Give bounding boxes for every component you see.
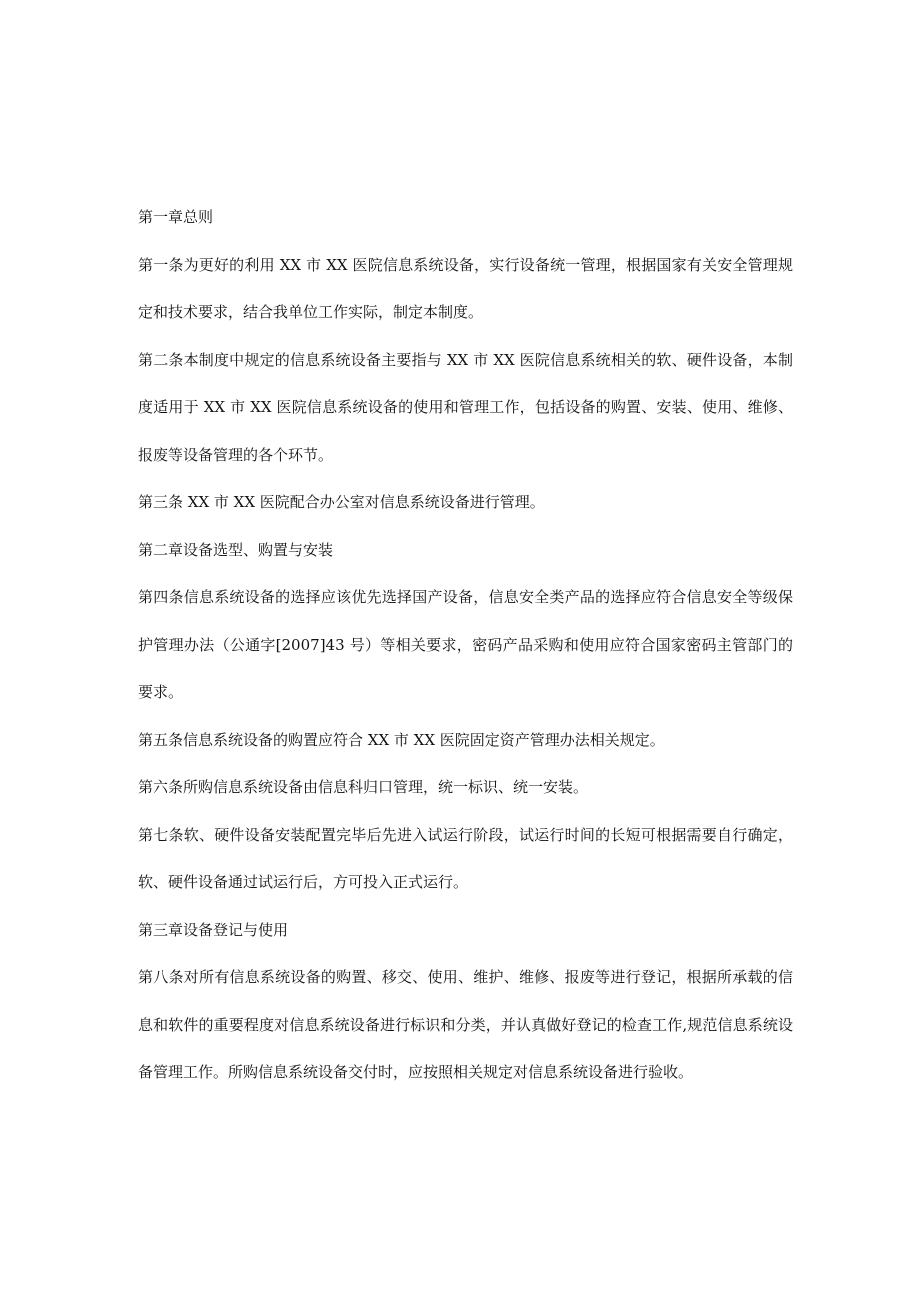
chapter-2-heading: 第二章设备选型、购置与安装 (138, 540, 334, 559)
article-4: 第四条信息系统设备的选择应该优先选择国产设备，信息安全类产品的选择应符合信息安全等级保护管理办法（公通字[2007]43 号）等相关要求，密码产品采购和使用应符合国家密码主管部门的要求。 (138, 588, 793, 701)
article-8: 第八条对所有信息系统设备的购置、移交、使用、维护、维修、报废等进行登记，根据所承载的信息和软件的重要程度对信息系统设备进行标识和分类，并认真做好登记的检查工作,规范信息系统设备管理工作。所购信息系统设备交付时，应按照相关规定对信息系统设备进行验收。 (138, 968, 793, 1081)
chapter-1-heading: 第一章总则 (138, 208, 214, 226)
article-5: 第五条信息系统设备的购置应符合 XX 市 XX 医院固定资产管理办法相关规定。 (138, 730, 665, 749)
document-body (138, 194, 793, 1097)
article-1: 第一条为更好的利用 XX 市 XX 医院信息系统设备，实行设备统一管理，根据国家有关安全管理规定和技术要求，结合我单位工作实际，制定本制度。 (138, 255, 793, 321)
article-6: 第六条所购信息系统设备由信息科归口管理，统一标识、统一安装。 (138, 778, 589, 796)
article-3: 第三条 XX 市 XX 医院配合办公室对信息系统设备进行管理。 (138, 493, 545, 511)
article-7: 第七条软、硬件设备安装配置完毕后先进入试运行阶段，试运行时间的长短可根据需要自行确定，软、硬件设备通过试运行后，方可投入正式运行。 (138, 825, 793, 891)
chapter-3-heading: 第三章设备登记与使用 (138, 920, 289, 939)
article-2: 第二条本制度中规定的信息系统设备主要指与 XX 市 XX 医院信息系统相关的软、硬件设备，本制度适用于 XX 市 XX 医院信息系统设备的使用和管理工作，包括设备的购置、安装、使用、维修、报废等设备管理的各个环节。 (138, 350, 793, 464)
